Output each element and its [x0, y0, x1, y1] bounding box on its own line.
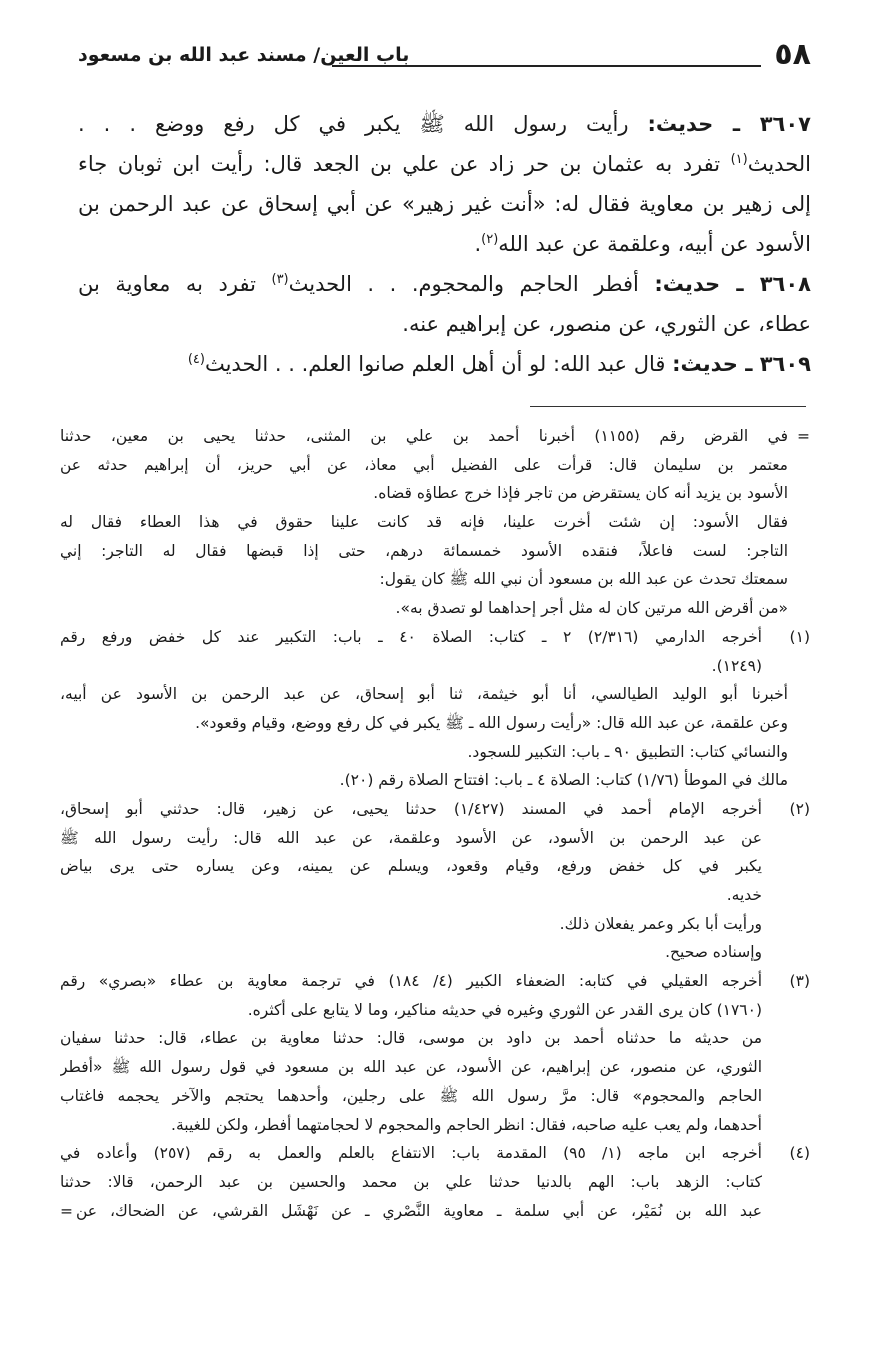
main-line-3: إلى زهير بن معاوية فقال له: «أنت غير زهير» عن أبي إسحاق عن عبد الرحمن بن — [78, 192, 811, 216]
hadith-number: ٣٦٠٨ ـ حديث: — [654, 272, 811, 296]
hadith-number: ٣٦٠٩ ـ حديث: — [672, 352, 811, 376]
main-text-segment: تفرد به عثمان بن حر زاد عن علي بن الجعد قال: رأيت ابن ثوبان جاء — [78, 152, 731, 176]
main-line-6: عطاء، عن الثوري، عن منصور، عن إبراهيم عنه. — [402, 312, 811, 336]
footnote-continued-line: فقال الأسود: إن شئت أخرت علينا، فإنه قد كانت علينا حقوق في هذا العطاء فقال له — [60, 513, 788, 532]
main-line-4 — [78, 224, 811, 264]
footnote-marker: (١) — [789, 627, 810, 646]
footnote-separator — [530, 406, 806, 407]
footnote-marker: (٣) — [789, 972, 810, 991]
footnote-3 — [60, 967, 810, 996]
footnote-line: عن عبد الرحمن بن الأسود، عن الأسود وعلقمة، عن عبد الله قال: رأيت رسول الله ﷺ — [60, 828, 762, 847]
footnote-continued-line: معتمر بن سليمان قال: قرأت على الفضيل أبي معاذ، عن أبي حريز، أن إبراهيم حدثه عن — [60, 455, 788, 474]
hadith-3609-line-1 — [78, 344, 811, 384]
footnote-line: الثوري، عن منصور، عن إبراهيم، عن الأسود، عن عبد الله بن مسعود في قول رسول الله ﷺ «أفطر — [60, 1058, 762, 1077]
footnote-text: أخرجه العقيلي في كتابه: الضعفاء الكبير (٤/ ١٨٤) في ترجمة معاوية بن عطاء «بصري» رقم — [60, 972, 763, 991]
continuation-marker: = — [60, 1201, 73, 1220]
footnote-text: أخرجه الإمام أحمد في المسند (١/٤٢٧) حدثنا يحيى، عن زهير، قال: حدثني أبو إسحاق، — [60, 799, 762, 818]
footnote-line: كتاب: الزهد باب: الهم بالدنيا حدثنا علي بن محمد والحسين بن عبد الرحمن، قالا: حدثنا — [60, 1172, 762, 1191]
footnote-ref: (٣) — [271, 272, 289, 287]
footnote-line: أخبرنا أبو الوليد الطيالسي، أنا أبو خيثمة، ثنا أبو إسحاق، عن عبد الرحمن بن الأسود عن أبيه، — [60, 685, 788, 704]
footnote-line: وإسناده صحيح. — [665, 943, 762, 962]
hadith-3608-line-1 — [78, 264, 811, 304]
footnote-4 — [60, 1139, 810, 1168]
main-text-segment: الأسود عن أبيه، وعلقمة عن عبد الله — [498, 232, 811, 256]
footnote-line: وعن علقمة، عن عبد الله قال: «رأيت رسول الله ـ ﷺ يكبر في كل رفع ووضع، وقيام وقعود». — [195, 713, 788, 732]
main-text-segment: رأيت رسول الله ﷺ يكبر في كل رفع ووضع . . . — [78, 112, 648, 136]
footnote-marker: (٢) — [789, 799, 810, 818]
footnote-2 — [60, 795, 810, 824]
footnote-continued-line: «من أقرض الله مرتين كان له مثل أجر إحداهما لو تصدق به». — [395, 599, 788, 618]
main-line-2 — [78, 144, 811, 184]
footnote-line: يكبر في كل خفض ورفع، وقيام وقعود، ويسلم عن يمينه، وعن يساره حتى يرى بياض — [60, 857, 762, 876]
footnote-line: من حديثه ما حدثناه أحمد بن داود بن موسى، قال: حدثنا معاوية بن عطاء، قال: حدثنا سفيان — [60, 1029, 762, 1048]
footnote-line: خديه. — [726, 886, 762, 904]
footnote-line — [60, 1197, 810, 1226]
main-text-segment: الحديث — [747, 152, 811, 176]
footnote-continued-line: الأسود بن يزيد أنه كان يستقرض من تاجر فإذا خرج عطاؤه قضاه. — [373, 484, 788, 503]
running-title: باب العين/ مسند عبد الله بن مسعود — [78, 44, 410, 66]
footnote-text: أخرجه ابن ماجه (١/ ٩٥) المقدمة باب: الانتفاع بالعلم والعمل به رقم (٢٥٧) وأعاده في — [60, 1144, 762, 1163]
footnote-continued-line: سمعتك تحدث عن عبد الله بن مسعود أن نبي الله ﷺ كان يقول: — [379, 570, 788, 589]
footnote-continued-line — [60, 422, 810, 451]
footnote-ref: (١) — [730, 152, 748, 167]
footnote-continued-line: التاجر: لست فاعلاً، فنقده الأسود خمسمائة درهم، حتى إذا قبضها فقال له التاجر: إني — [60, 541, 788, 560]
main-text-segment: . — [474, 232, 482, 256]
main-text-segment: قال عبد الله: لو أن أهل العلم صانوا العلم. . . الحديث — [204, 352, 673, 376]
page-header — [78, 30, 811, 80]
footnote-text: عبد الله بن نُمَيْر، عن أبي سلمة ـ معاوية النَّصْري ـ عن نَهْشَل القرشي، عن الضحاك، عن — [76, 1201, 762, 1220]
hadith-number: ٣٦٠٧ ـ حديث: — [647, 112, 811, 136]
footnote-line: مالك في الموطأ (١/٧٦) كتاب: الصلاة ٤ ـ باب: افتتاح الصلاة رقم (٢٠). — [339, 771, 788, 790]
main-text-segment: تفرد به معاوية بن — [78, 272, 272, 296]
footnote-line: أحدهما، ولم يعب عليه صاحبه، فقال: انظر الحاجم والمحجوم لا لحجامتهما أفطر، ولكن للغيبة. — [171, 1115, 762, 1134]
footnote-line: (١٧٦٠) كان يرى القدر عن الثوري وغيره في حديثه مناكير، وما لا يتابع على أكثره. — [247, 1000, 762, 1019]
footnote-line: الحاجم والمحجوم» قال: مرَّ رسول الله ﷺ على رجلين، وأحدهما يحتجم والآخر يحجمه فاغتاب — [60, 1086, 762, 1105]
footnote-ref: (٤) — [187, 352, 205, 367]
footnote-text: في القرض رقم (١١٥٥) أخبرنا أحمد بن علي بن المثنى، حدثنا يحيى بن معين، حدثنا — [60, 427, 789, 445]
footnote-marker: (٤) — [789, 1144, 810, 1163]
footnote-line: ورأيت أبا بكر وعمر يفعلان ذلك. — [559, 914, 762, 933]
footnotes — [60, 422, 810, 1225]
footnote-line: (١٢٤٩). — [711, 656, 762, 675]
footnote-ref: (٢) — [481, 232, 499, 247]
main-text-segment: أفطر الحاجم والمحجوم. . . الحديث — [288, 272, 655, 296]
main-text — [78, 104, 811, 384]
footnote-text: أخرجه الدارمي (٢/٣١٦) ٢ ـ كتاب: الصلاة ٤٠ ـ باب: التكبير عند كل خفض ورفع رقم — [60, 627, 762, 646]
footnote-1 — [60, 623, 810, 652]
footnote-line: والنسائي كتاب: التطبيق ٩٠ ـ باب: التكبير للسجود. — [467, 742, 788, 761]
hadith-3607-line-1 — [78, 104, 811, 144]
continuation-marker: = — [797, 427, 810, 445]
page-number: ٥٨ — [774, 37, 811, 72]
